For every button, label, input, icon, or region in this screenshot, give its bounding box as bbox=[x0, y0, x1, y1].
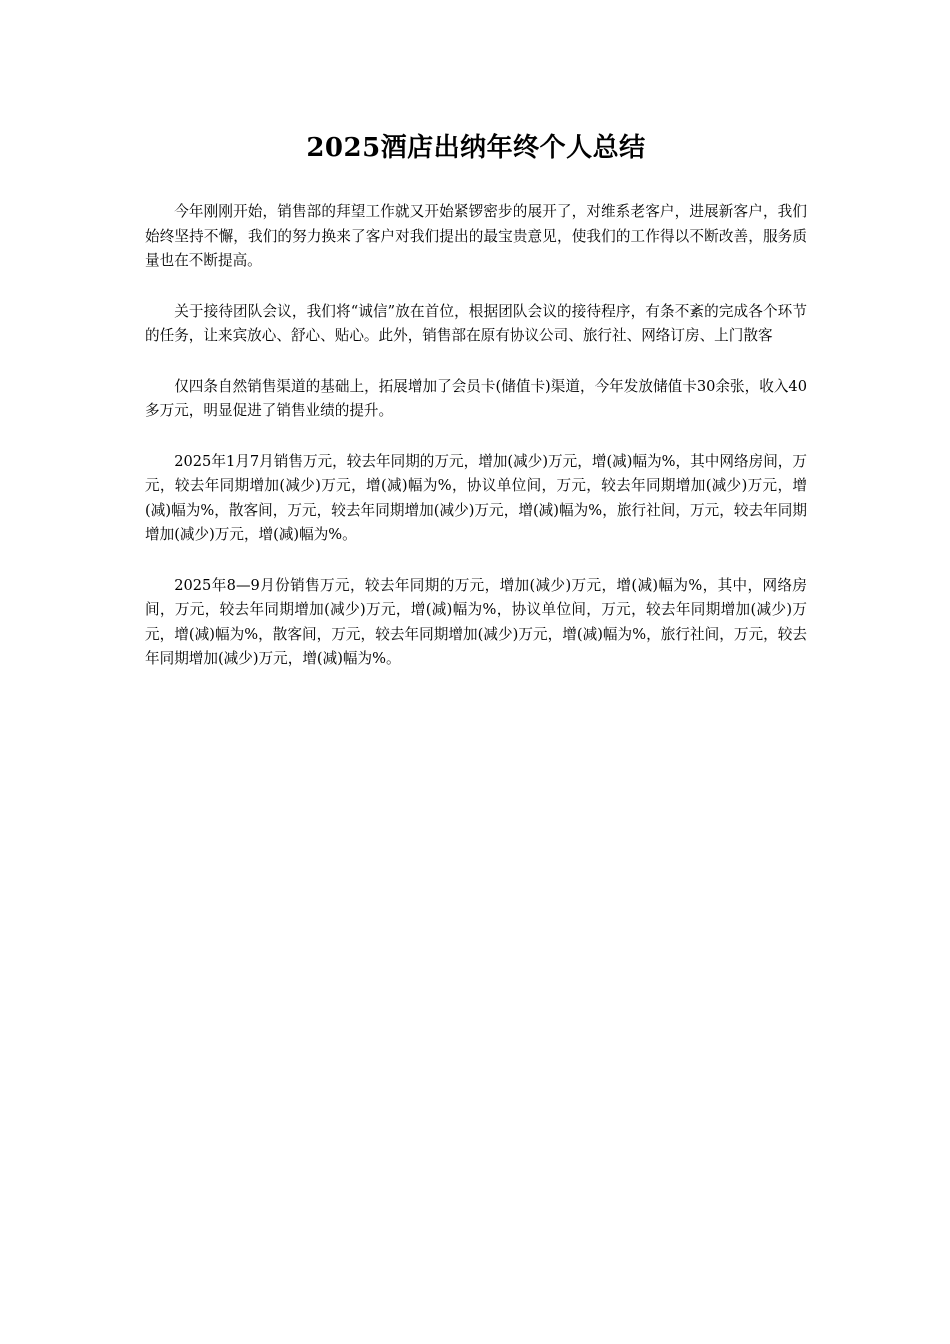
document-body bbox=[145, 200, 807, 672]
document-content bbox=[145, 128, 807, 698]
paragraph-aug-sep-sales: 2025年8—9月份销售万元，较去年同期的万元，增加(减少)万元，增(减)幅为%，其中，网络房间，万元，较去年同期增加(减少)万元，增(减)幅为%，协议单位间，万元，较去年同期增加(减少)万元，增(减)幅为%，散客间，万元，较去年同期增加(减少)万元，增(减)幅为%，旅行社间，万元，较去年同期增加(减少)万元，增(减)幅为%。 bbox=[145, 576, 807, 667]
paragraph-team-meetings: 关于接待团队会议，我们将“诚信”放在首位，根据团队会议的接待程序，有条不紊的完成各个环节的任务，让来宾放心、舒心、贴心。此外，销售部在原有协议公司、旅行社、网络订房、上门散客 bbox=[145, 302, 807, 344]
paragraph-intro: 今年刚刚开始，销售部的拜望工作就又开始紧锣密步的展开了，对维系老客户，进展新客户，我们始终坚持不懈，我们的努力换来了客户对我们提出的最宝贵意见，使我们的工作得以不断改善，服务质量也在不断提高。 bbox=[145, 203, 807, 269]
paragraph-sales-channels: 仅四条自然销售渠道的基础上，拓展增加了会员卡(储值卡)渠道，今年发放储值卡30余张，收入40多万元，明显促进了销售业绩的提升。 bbox=[145, 377, 807, 419]
paragraph-jan-jul-sales: 2025年1月7月销售万元，较去年同期的万元，增加(减少)万元，增(减)幅为%，其中网络房间，万元，较去年同期增加(减少)万元，增(减)幅为%，协议单位间，万元，较去年同期增加(减少)万元，增(减)幅为%，散客间，万元，较去年同期增加(减少)万元，增(减)幅为%，旅行社间，万元，较去年同期增加(减少)万元，增(减)幅为%。 bbox=[145, 452, 807, 543]
document-title: 2025酒店出纳年终个人总结 bbox=[306, 133, 646, 163]
